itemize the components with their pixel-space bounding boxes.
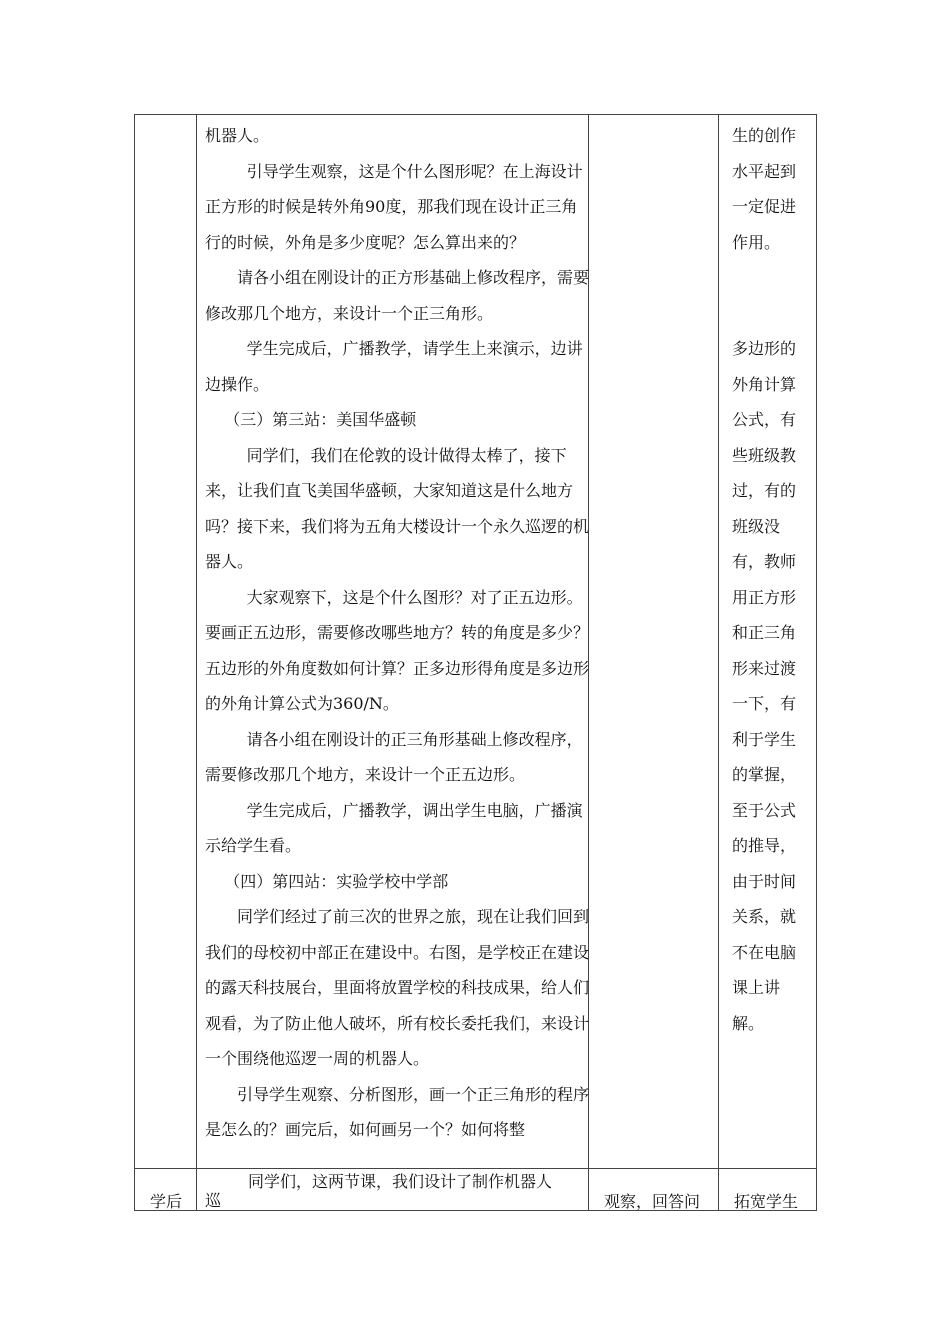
- notes-middle-cell: [732, 331, 812, 1041]
- content-paragraph: 大家观察下，这是个什么图形？对了正五边形。要画正五边形，需要修改哪些地方？转的角度是多少？五边形的外角度数如何计算？正多边形得角度是多边形的外角计算公式为360/N。: [205, 587, 590, 713]
- notes-top-cell: [732, 118, 812, 260]
- table-col-divider-1: [196, 114, 197, 1211]
- note-line: 利于学生: [732, 729, 797, 749]
- note-line: 外角计算: [732, 374, 797, 394]
- note-line: 生的创作: [732, 126, 797, 145]
- bottom-col1-label: 学后: [150, 1192, 183, 1211]
- note-line: 多边形的: [732, 339, 797, 358]
- note-line: 的推导，: [732, 836, 797, 855]
- note-line: 作用。: [732, 232, 781, 252]
- table-right-border: [816, 114, 817, 1211]
- content-paragraph: 同学们经过了前三次的世界之旅，现在让我们回到我们的母校初中部正在建设中。右图，是学校正在建设的露天科技展台，里面将放置学校的科技成果，给人们观看，为了防止他人破坏，所有校长委托我们，来设计一个围绕他巡逻一周的机器人。: [205, 907, 590, 1068]
- note-line: 过，有的: [732, 481, 797, 500]
- bottom-col4-text: 拓宽学生: [734, 1192, 799, 1211]
- table-bottom-border: [134, 1210, 817, 1211]
- note-line: 一下，有: [732, 694, 797, 713]
- note-line: 至于公式: [732, 800, 797, 820]
- note-line: 由于时间: [732, 871, 797, 891]
- note-line: 用正方形: [732, 587, 797, 607]
- bottom-col2-line2: 巡: [205, 1191, 222, 1210]
- note-line: 水平起到: [732, 161, 797, 181]
- table-row-divider: [134, 1168, 817, 1169]
- note-line: 班级没: [732, 516, 781, 536]
- note-line: 关系，就: [732, 907, 797, 926]
- bottom-col3-text: 观察，回答问: [604, 1192, 701, 1211]
- bottom-col2-line1: 同学们，这两节课，我们设计了制作机器人: [248, 1172, 553, 1191]
- table-col-divider-3: [718, 114, 719, 1211]
- note-line: 有，教师: [732, 552, 797, 571]
- note-line: 一定促进: [732, 197, 797, 216]
- note-line: 解。: [732, 1013, 765, 1033]
- note-line: 不在电脑: [732, 942, 797, 962]
- content-paragraph: 引导学生观察、分析图形，画一个正三角形的程序是怎么的？画完后，如何画另一个？如何将整: [205, 1084, 590, 1139]
- note-line: 些班级教: [732, 445, 797, 465]
- note-line: 和正三角: [732, 623, 797, 642]
- note-line: 形来过渡: [732, 658, 797, 678]
- content-paragraph: 请各小组在刚设计的正三角形基础上修改程序，需要修改那几个地方，来设计一个正五边形。: [205, 729, 583, 784]
- table-left-border-lower: [134, 114, 135, 1211]
- teaching-content-cell: [205, 118, 590, 1148]
- content-paragraph: 机器人。: [205, 126, 270, 145]
- content-paragraph: 同学们，我们在伦敦的设计做得太棒了，接下来，让我们直飞美国华盛顿，大家知道这是什么地方吗？接下来，我们将为五角大楼设计一个永久巡逻的机器人。: [205, 445, 590, 571]
- content-paragraph: （四）第四站：实验学校中学部: [224, 871, 449, 891]
- content-paragraph: 请各小组在刚设计的正方形基础上修改程序，需要修改那几个地方，来设计一个正三角形。: [205, 268, 590, 323]
- table-top-border: [134, 114, 817, 115]
- content-paragraph: 学生完成后，广播教学，调出学生电脑，广播演示给学生看。: [205, 800, 583, 855]
- content-paragraph: 引导学生观察，这是个什么图形呢？在上海设计正方形的时候是转外角90度，那我们现在设计正三角行的时候，外角是多少度呢？怎么算出来的？: [205, 161, 583, 252]
- note-line: 课上讲: [732, 978, 781, 997]
- content-paragraph: （三）第三站：美国华盛顿: [224, 410, 417, 429]
- note-line: 的掌握，: [732, 765, 797, 784]
- note-line: 公式，有: [732, 410, 797, 429]
- content-paragraph: 学生完成后，广播教学，请学生上来演示，边讲边操作。: [205, 339, 583, 394]
